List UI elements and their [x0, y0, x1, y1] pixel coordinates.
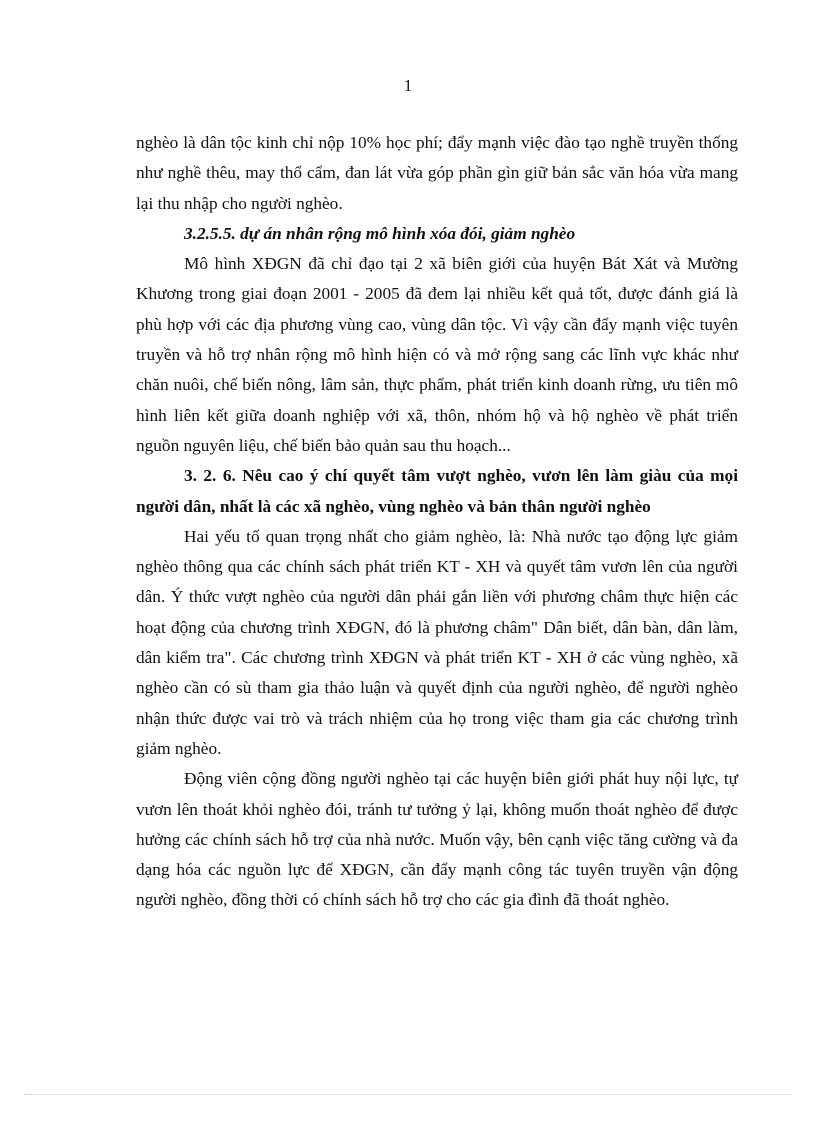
document-body — [136, 128, 738, 916]
page-number: 1 — [403, 76, 413, 95]
paragraph-model-replication: Mô hình XĐGN đã chỉ đạo tại 2 xã biên giới của huyện Bát Xát và Mường Khương trong giai đoạn 2001 - 2005 đã đem lại nhiều kết quả tốt, được đánh giá là phù hợp với các địa phương vùng cao, vùng dân tộc. Vì vậy cần đẩy mạnh việc tuyên truyền và hỗ trợ nhân rộng mô hình hiện có và mở rộng sang các lĩnh vực khác như chăn nuôi, chế biến nông, lâm sản, thực phẩm, phát triển kinh doanh rừng, ưu tiên mô hình liên kết giữa doanh nghiệp với xã, thôn, nhóm hộ và hộ nghèo về phát triển nguồn nguyên liệu, chế biến bảo quản sau thu hoạch... — [136, 254, 738, 455]
paragraph-community-motivation: Động viên cộng đồng người nghèo tại các huyện biên giới phát huy nội lực, tự vươn lên thoát khỏi nghèo đói, tránh tư tưởng ỷ lại, không muốn thoát nghèo để được hưởng các chính sách hỗ trợ của nhà nước. Muốn vậy, bên cạnh việc tăng cường và đa dạng hóa các nguồn lực để XĐGN, cần đẩy mạnh công tác tuyên truyền vận động người nghèo, đồng thời có chính sách hỗ trợ cho các gia đình đã thoát nghèo. — [136, 769, 738, 910]
section-heading-3-2-6: 3. 2. 6. Nêu cao ý chí quyết tâm vượt nghèo, vươn lên làm giàu của mọi người dân, nhất là các xã nghèo, vùng nghèo và bản thân người nghèo — [136, 466, 738, 516]
paragraph-key-factors: Hai yếu tố quan trọng nhất cho giảm nghèo, là: Nhà nước tạo động lực giảm nghèo thông qua các chính sách phát triển KT - XH và quyết tâm vươn lên của người dân. Ý thức vượt nghèo của người dân phải gắn liền với phương châm thực hiện các hoạt động của chương trình XĐGN, đó là phương châm" Dân biết, dân bàn, dân làm, dân kiểm tra". Các chương trình XĐGN và phát triển KT - XH ở các vùng nghèo, xã nghèo cần có sù tham gia thảo luận và quyết định của người nghèo, để người nghèo nhận thức được vai trò và trách nhiệm của họ trong việc tham gia các chương trình giảm nghèo. — [136, 526, 738, 758]
section-heading-3-2-5-5: 3.2.5.5. dự án nhân rộng mô hình xóa đói, giảm nghèo — [184, 223, 576, 243]
page-bottom-divider — [24, 1094, 792, 1095]
paragraph-continuation: nghèo là dân tộc kinh chỉ nộp 10% học phí; đẩy mạnh việc đào tạo nghề truyền thống như nghề thêu, may thổ cẩm, đan lát vừa góp phần gìn giữ bản sắc văn hóa vừa mang lại thu nhập cho người nghèo. — [136, 133, 738, 213]
